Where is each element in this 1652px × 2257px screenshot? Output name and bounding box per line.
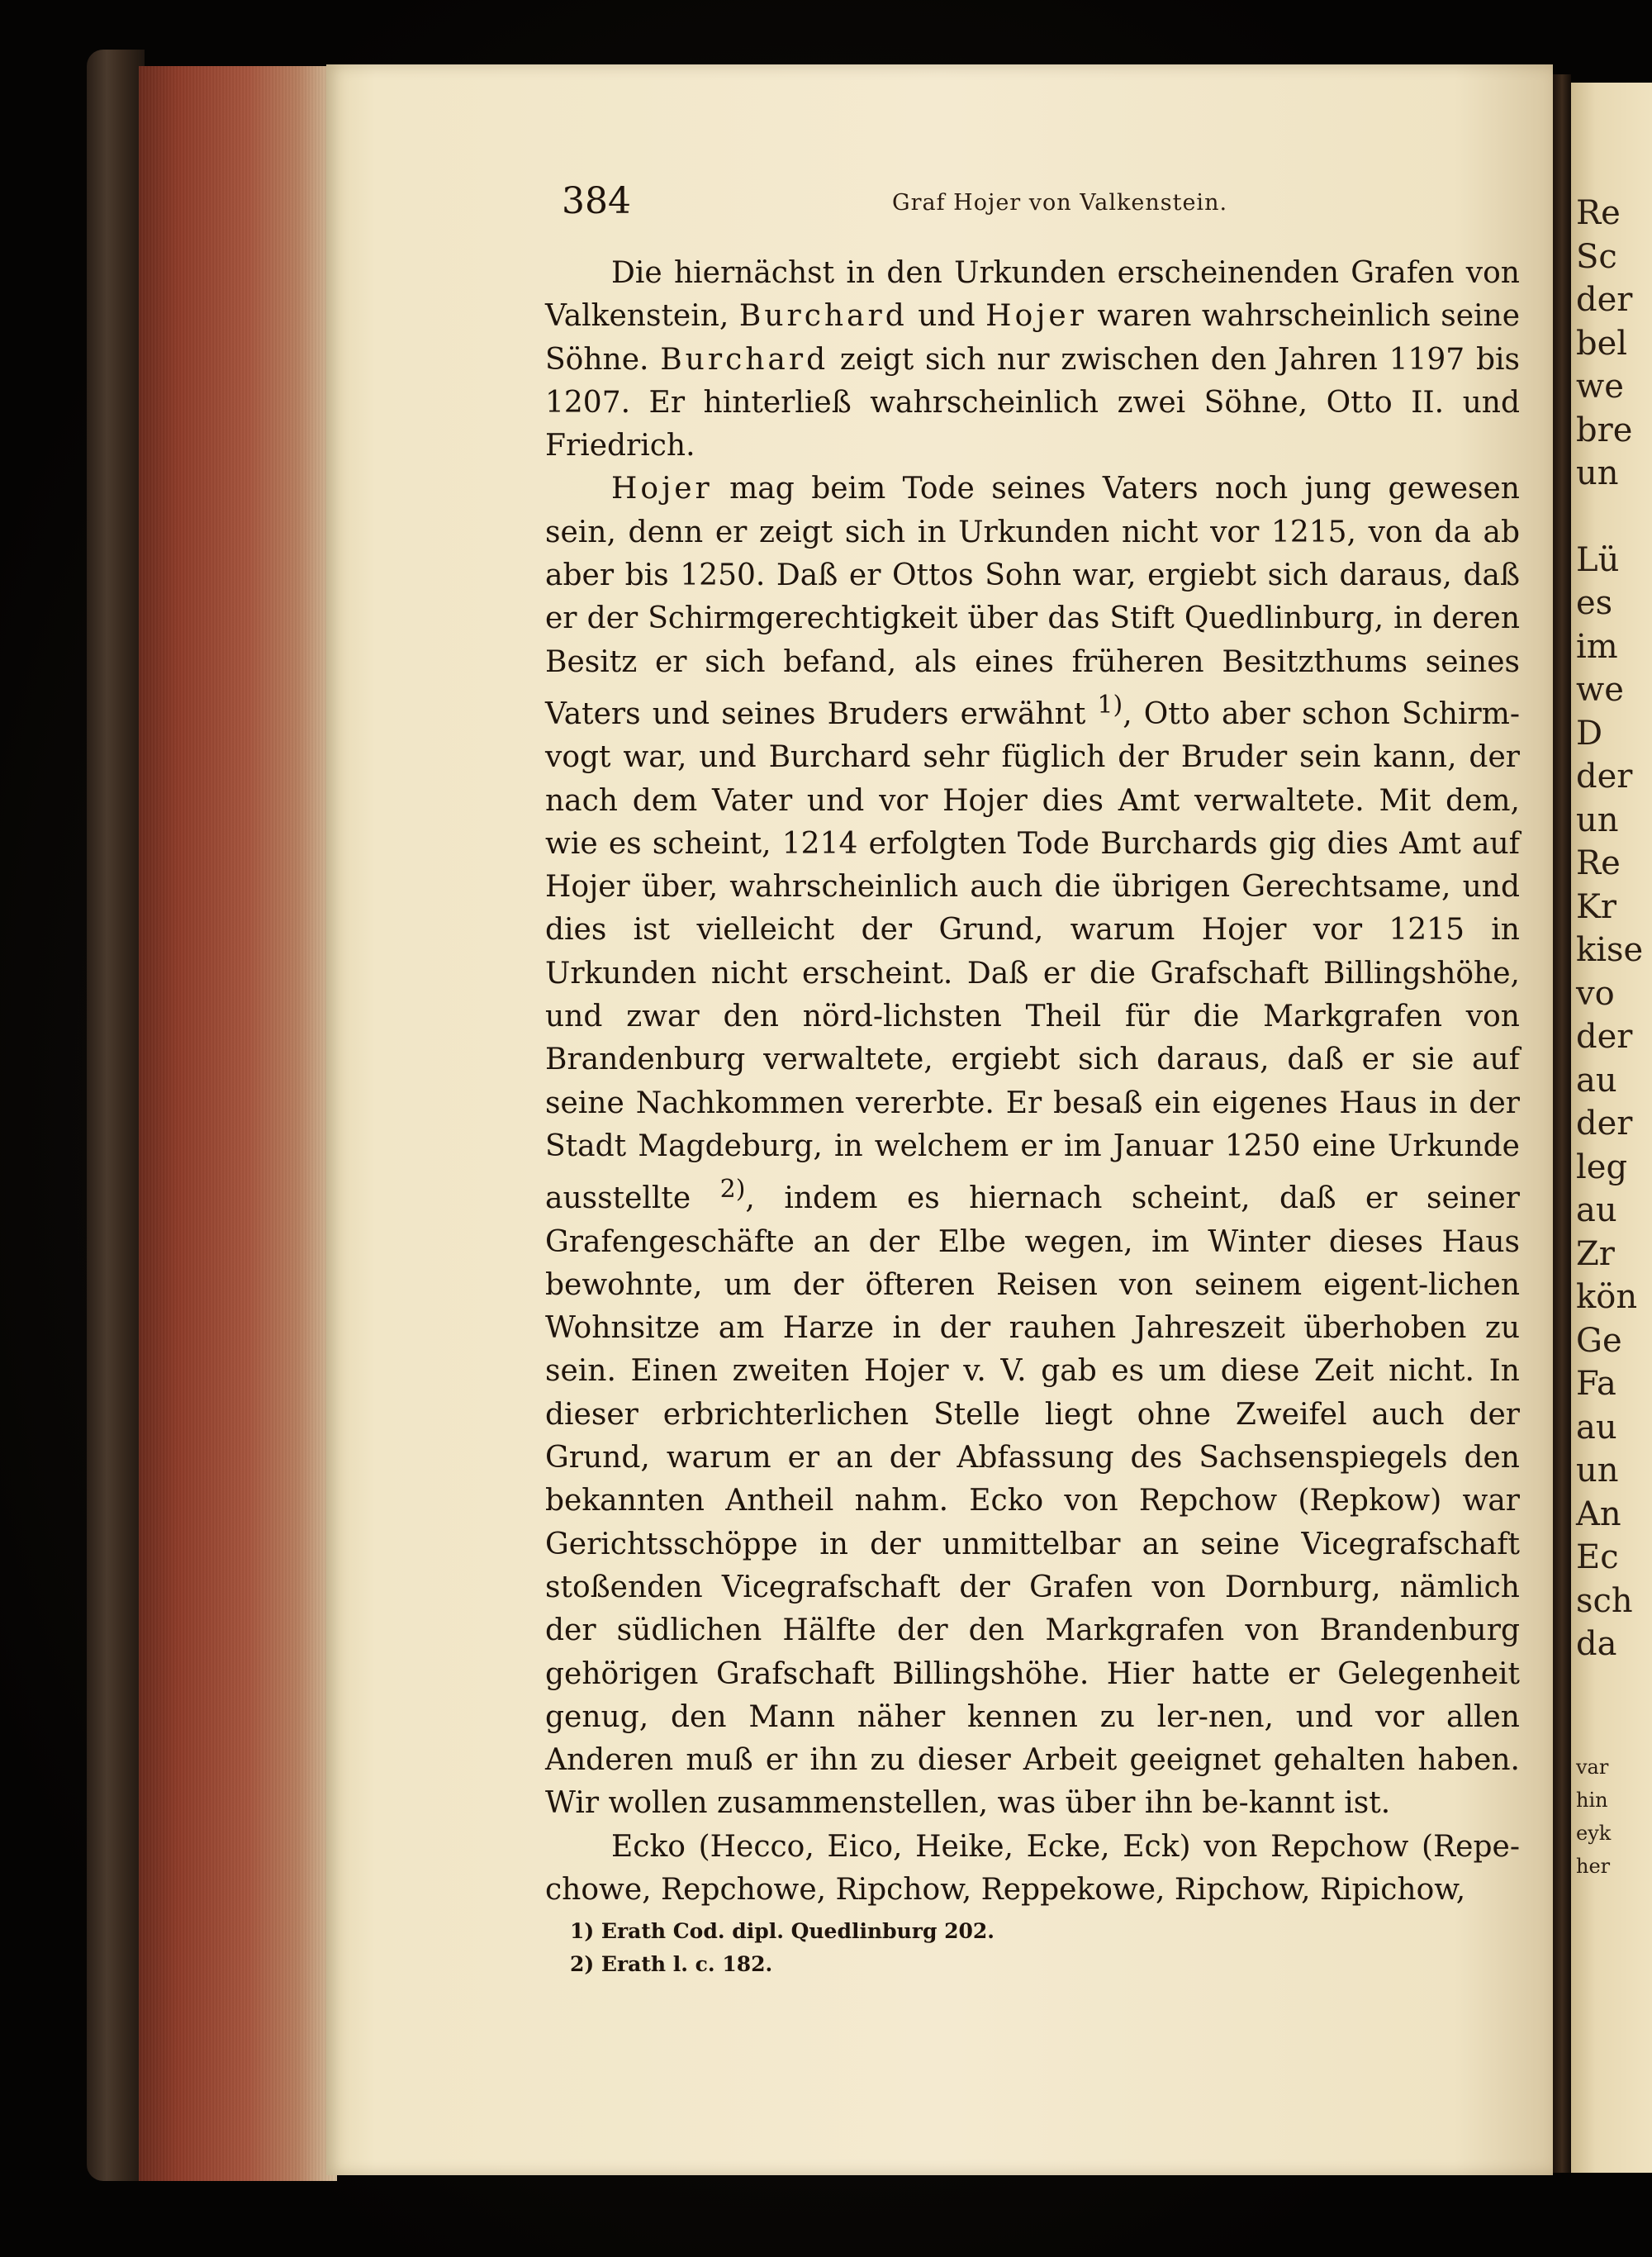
text-segment: zeigt sich nur zwischen den Jahren 1197 bis 1207. Er hinterließ wahrscheinlich zwei Söhne, Otto II. und Friedrich. — [545, 342, 1520, 463]
next-page-note: hin — [1576, 1789, 1608, 1812]
footnote-ref-1: 1) — [1097, 690, 1123, 720]
book-cover-edge — [87, 50, 145, 2181]
next-page-line: da — [1576, 1625, 1617, 1663]
next-page-line: der — [1576, 1105, 1633, 1143]
next-page-line: au — [1576, 1061, 1617, 1100]
next-page-line: au — [1576, 1408, 1617, 1447]
paragraph-3 — [545, 1826, 1520, 1913]
paragraph-2 — [545, 468, 1520, 1825]
next-page-line: un — [1576, 801, 1619, 839]
next-page-line: un — [1576, 454, 1619, 492]
name-burchard: Burchard — [660, 342, 829, 377]
next-page-line: Ge — [1576, 1321, 1622, 1360]
next-page-line: we — [1576, 368, 1624, 406]
running-head — [562, 180, 1528, 230]
next-page-line: kise — [1576, 931, 1644, 969]
next-page-line: un — [1576, 1452, 1619, 1490]
next-page-line: we — [1576, 671, 1624, 709]
next-page-line: Fa — [1576, 1365, 1616, 1403]
footnotes — [570, 1915, 1313, 1981]
next-page-line: sch — [1576, 1581, 1633, 1620]
page-block-edges — [139, 66, 337, 2181]
text-segment: Die hiernächst in den Urkunden erscheinenden Grafen von Valkenstein, — [545, 256, 1520, 334]
text-segment: waren wahrscheinlich seine Söhne. — [545, 299, 1521, 377]
next-page-line: der — [1576, 758, 1633, 796]
page-number: 384 — [562, 180, 631, 222]
footnote-1: 1) Erath Cod. dipl. Quedlinburg 202. — [570, 1919, 995, 1943]
next-page-line: D — [1576, 714, 1603, 753]
next-page-line: vo — [1576, 974, 1615, 1013]
next-page-line: leg — [1576, 1148, 1628, 1186]
next-page-line: Re — [1576, 194, 1621, 232]
text-segment: und — [907, 299, 986, 334]
text-segment: mag beim Tode seines Vaters noch jung gewesen sein, denn er zeigt sich in Urkunden nicht vor 1215, von da ab aber bis 1250. Daß er Ottos Sohn war, ergiebt sich daraus, daß er der Schirmgerechtigkeit über das Stift Quedlinburg, in deren Besitz er sich befand, als eines früheren Besitzthums seines Vaters und seines Bruders erwähnt — [545, 472, 1520, 731]
next-page-line: au — [1576, 1191, 1617, 1229]
running-title: Graf Hojer von Valkenstein. — [892, 190, 1228, 216]
next-page-note: var — [1576, 1756, 1609, 1779]
text-segment: Ecko (Hecco, Eico, Heike, Ecke, Eck) von Repchow (Repe-chowe, Repchowe, Ripchow, Reppekowe, Ripchow, Ripichow, — [545, 1829, 1520, 1907]
next-page-line: bre — [1576, 411, 1633, 449]
right-page-fragment — [1571, 83, 1652, 2173]
book-gutter — [1553, 74, 1571, 2173]
next-page-line: der — [1576, 1018, 1633, 1056]
text-segment: , indem es hiernach scheint, daß er seiner Grafengeschäfte an der Elbe wegen, im Winter dieses Haus bewohnte, um der öfteren Reisen von seinem eigent-lichen Wohnsitze am Harze in der rauhen Jahreszeit überhoben zu sein. Einen zweiten Hojer v. V. gab es um diese Zeit nicht. In dieser erbrichterlichen Stelle liegt ohne Zweifel auch der Grund, warum er an der Abfassung des Sachsenspiegels den bekannten Antheil nahm. Ecko von Repchow (Repkow) war Gerichtsschöppe in der unmittelbar an seine Vicegrafschaft stoßenden Vicegrafschaft der Grafen von Dornburg, nämlich der südlichen Hälfte der den Markgrafen von Brandenburg gehörigen Grafschaft Billingshöhe. Hier hatte er Gelegenheit genug, den Mann näher kennen zu ler-nen, und vor allen Anderen muß er ihn zu dieser Arbeit geeignet gehalten haben. Wir wollen zusammenstellen, was über ihn be-kannt ist. — [545, 1181, 1520, 1821]
name-hojer: Hojer — [985, 299, 1087, 334]
next-page-line: im — [1576, 627, 1618, 666]
text-segment: , Otto aber schon Schirm-vogt war, und Burchard sehr füglich der Bruder sein kann, der nach dem Vater und vor Hojer dies Amt verwaltete. Mit dem, wie es scheint, 1214 erfolgten Tode Burchards gi — [545, 696, 1521, 861]
next-page-note: her — [1576, 1855, 1611, 1878]
next-page-line: Sc — [1576, 237, 1617, 276]
next-page-line: es — [1576, 584, 1613, 622]
body-text — [545, 252, 1520, 1912]
next-page-line: Kr — [1576, 887, 1617, 926]
next-page-line: Re — [1576, 844, 1621, 882]
paragraph-1 — [545, 252, 1520, 468]
next-page-line: An — [1576, 1494, 1621, 1533]
footnote-2: 2) Erath l. c. 182. — [570, 1952, 773, 1976]
next-page-line: kön — [1576, 1278, 1638, 1316]
footnote-ref-2: 2) — [719, 1175, 746, 1205]
name-burchard: Burchard — [738, 299, 908, 334]
name-hojer: Hojer — [611, 472, 713, 506]
next-page-line: Ec — [1576, 1538, 1619, 1576]
next-page-line: Zr — [1576, 1234, 1615, 1273]
next-page-line: bel — [1576, 324, 1628, 363]
text-segment: g dies Amt auf Hojer über, wahrscheinlich auch die übrigen Gerechtsame, und dies ist vielleicht der Grund, warum Hojer vor 1215 in Urkunden nicht erscheint. Daß er die Grafschaft Billingshöhe, und zwar den nörd-lichsten Theil für die Markgrafen von Brandenburg verwaltete, ergiebt sich daraus, daß er sie auf seine Nachkommen vererbte. Er besaß ein eigenes Haus in der Stadt Magdeburg, in welchem er im Januar 1250 eine Urkunde ausstellte — [545, 826, 1520, 1216]
next-page-line: der — [1576, 281, 1633, 319]
next-page-note: eyk — [1576, 1822, 1612, 1845]
next-page-line: Lü — [1576, 540, 1620, 579]
